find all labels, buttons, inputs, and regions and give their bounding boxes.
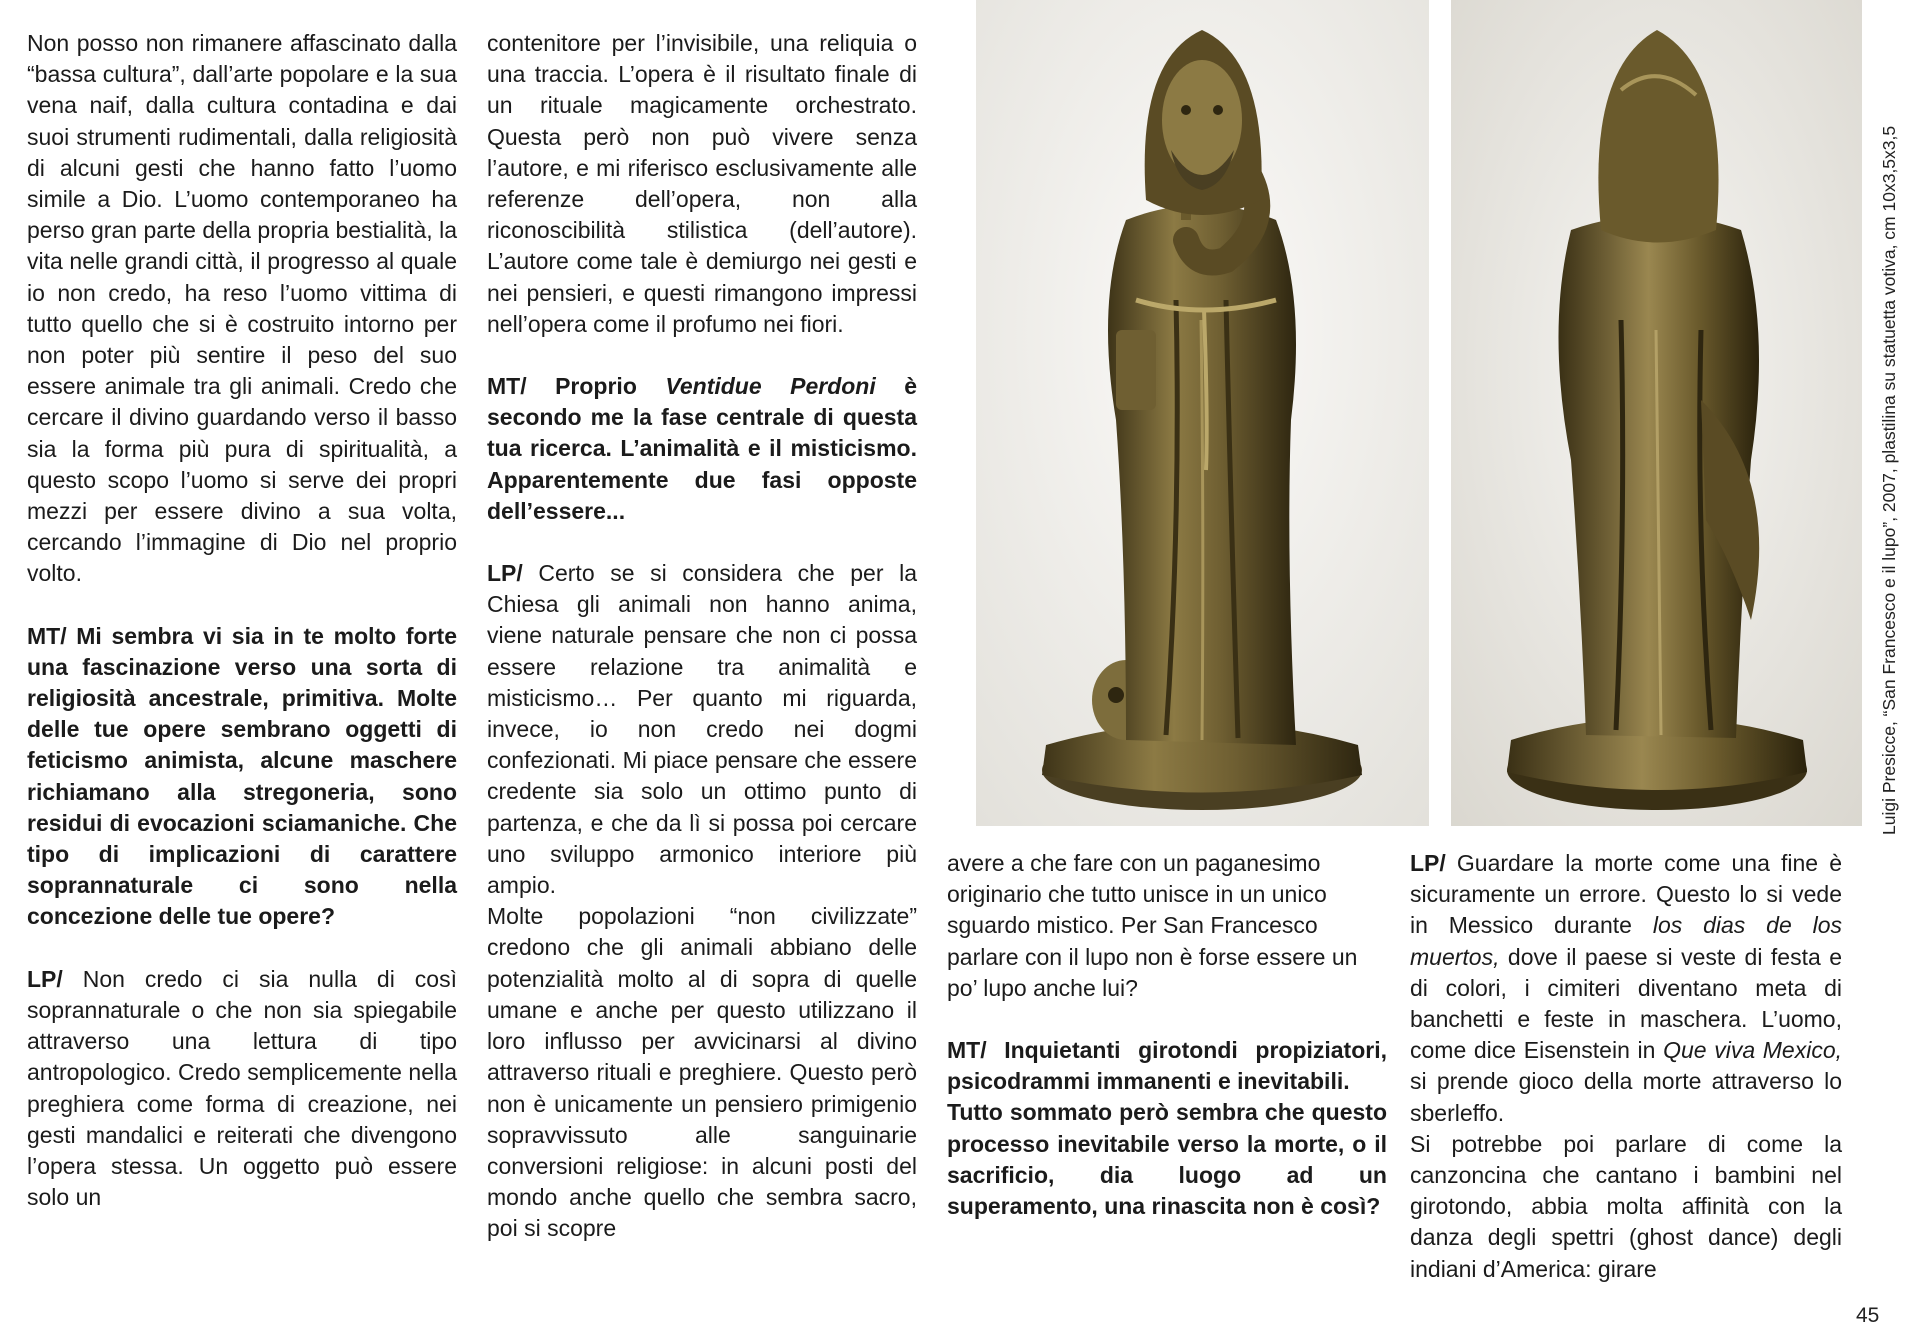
artwork-title: Ventidue Perdoni (665, 373, 876, 400)
question-paragraph (27, 621, 457, 933)
answer-text: Non credo ci sia nulla di così soprannaturale o che non sia spiegabile attraverso una lettura di tipo antropologico. Credo semplicemente nella preghiera come forma di creazione, nei gesti mandalici e reiterati che divengono l’opera stessa. Un oggetto può essere solo un (27, 965, 457, 1211)
text-column-1 (27, 28, 457, 1213)
text-column-2 (487, 28, 917, 1245)
answer-text: Certo se si considera che per la Chiesa gli animali non hanno anima, viene naturale pensare che non ci possa essere relazione tra animalità e misticismo… Per quanto mi riguarda, invece, io non credo nei dogmi confezionati. Mi piace pensare che essere credente sia solo un ottimo punto di partenza, e che da lì si possa poi cercare uno sviluppo armonico interiore più ampio. (487, 560, 917, 899)
answer-text-pre: Guardare la morte come una fine è sicuramente un errore. Questo lo si vede in Messico durante (1410, 850, 1842, 939)
statuette-back-photo (1451, 0, 1862, 826)
interviewer-label: MT/ (947, 1037, 987, 1064)
question-paragraph (947, 1035, 1387, 1097)
question-paragraph-continued: Tutto sommato però sembra che questo processo inevitabile verso la morte, o il sacrificio, dia luogo ad un superamento, una rinascita non è così? (947, 1099, 1387, 1220)
paragraph: contenitore per l’invisibile, una reliquia o una traccia. L’opera è il risultato finale di un rituale magicamente orchestrato. Questa però non può vivere senza l’autore, e mi riferisco esclusivamente alle referenze dell’opera, non alla riconoscibilità stilistica (dell’autore). L’autore come tale è demiurgo nei gesti e nei pensieri, e questi rimangono impressi nell’opera come il profumo nei fiori. (487, 30, 917, 337)
paragraph: Si potrebbe poi parlare di come la canzoncina che cantano i bambini nel girotondo, abbia molta affinità con la danza degli spettri (ghost dance) degli indiani d’America: girare (1410, 1130, 1842, 1282)
statuette-front-figure (976, 0, 1429, 826)
question-text-pre: Proprio (526, 373, 666, 400)
interviewee-label: LP/ (27, 965, 63, 992)
paragraph: avere a che fare con un paganesimo originario che tutto unisce in un unico sguardo mistico. Per San Francesco parlare con il lupo non è forse essere un po’ lupo anche lui? (947, 850, 1358, 1001)
paragraph: Non posso non rimanere affascinato dalla “bassa cultura”, dall’arte popolare e la sua vena naif, dalla cultura contadina e dai suoi strumenti rudimentali, dalla religiosità di alcuni gesti che hanno fatto l’uomo simile a Dio. L’uomo contemporaneo ha perso gran parte della propria bestialità, la vita nelle grandi città, il progresso al quale io non credo, ha reso l’uomo vittima di tutto quello che si è costruito intorno per non poter più sentire il peso del suo essere animale tra gli animali. Credo che cercare il divino guardando verso il basso sia la forma più pura di spiritualità, a questo scopo l’uomo si serve dei propri mezzi per essere divino a sua volta, cercando l’immagine di Dio nel proprio volto. (27, 30, 457, 587)
question-paragraph (487, 371, 917, 527)
photo-caption: Luigi Presicce, “San Francesco e il lupo”, 2007, plastilina su statuetta votiva, cm 10x3,5x3,5 (1879, 125, 1899, 835)
interviewee-label: LP/ (487, 560, 523, 587)
answer-paragraph (487, 558, 917, 901)
answer-text-mid: dove il paese si veste di festa e di colori, i cimiteri diventano meta di banchetti e feste in maschera. L’uomo, come dice Eisenstein in (1410, 943, 1842, 1064)
text-column-3 (947, 848, 1387, 1222)
interviewer-label: MT/ (487, 373, 527, 400)
answer-text-post: si prende gioco della morte attraverso lo sberleffo. (1410, 1068, 1842, 1126)
question-text: Mi sembra vi sia in te molto forte una fascinazione verso una sorta di religiosità ancestrale, primitiva. Molte delle tue opere sembrano oggetti di feticismo animista, alcune maschere richiamano alla stregoneria, sono residui di evocazioni sciamaniche. Che tipo di implicazioni di carattere soprannaturale ci sono nella concezione delle tue opere? (27, 622, 457, 930)
interviewer-label: MT/ (27, 622, 67, 649)
text-column-4 (1410, 848, 1842, 1285)
event-name: los dias de los muertos, (1410, 912, 1842, 970)
answer-paragraph (27, 964, 457, 1214)
question-text: Inquietanti girotondi propiziatori, psicodrammi immanenti e inevitabili. (947, 1037, 1387, 1095)
paragraph: Molte popolazioni “non civilizzate” credono che gli animali abbiano delle potenzialità molto al di sopra di quelle umane e anche per questo utilizzano il loro influsso per avvicinarsi al divino attraverso rituali e preghiere. Questo però non è unicamente un pensiero primigenio sopravvissuto alle sanguinarie conversioni religiose: in alcuni posti del mondo anche quello che sembra sacro, poi si scopre (487, 903, 917, 1242)
page-number: 45 (1856, 1304, 1880, 1327)
question-text-post: è secondo me la fase centrale di questa tua ricerca. L’animalità e il misticismo. Apparentemente due fasi opposte dell’essere... (487, 373, 918, 524)
statuette-front-photo (976, 0, 1429, 826)
statuette-back-figure (1451, 0, 1862, 826)
film-title: Que viva Mexico, (1663, 1037, 1843, 1064)
interviewee-label: LP/ (1410, 850, 1446, 876)
answer-paragraph (1410, 848, 1842, 1129)
